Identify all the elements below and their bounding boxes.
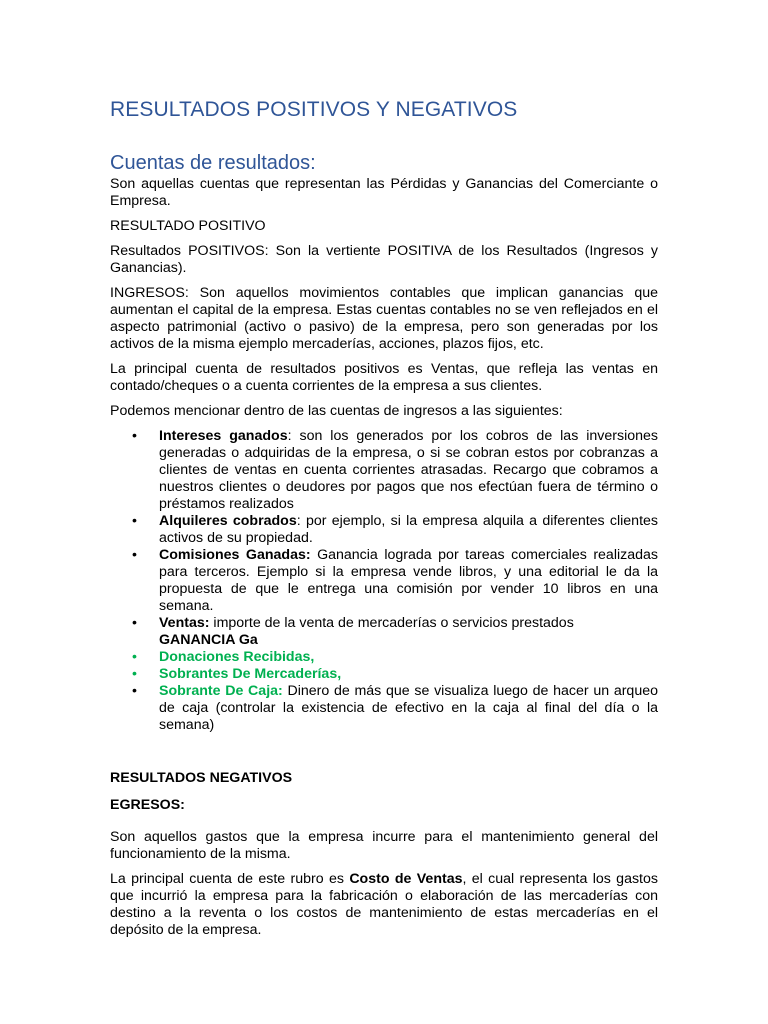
item-term: Donaciones Recibidas, xyxy=(159,649,315,665)
item-text: : por ejemplo, si la empresa alquila a diferentes clientes activos de su propiedad. xyxy=(159,513,658,546)
item-term: Sobrante De Caja: xyxy=(159,683,283,699)
heading-resultados-negativos: RESULTADOS NEGATIVOS xyxy=(110,770,293,786)
bullet-icon: • xyxy=(132,666,137,682)
list-item xyxy=(110,649,658,666)
paragraph-resultado-positivo: RESULTADO POSITIVO xyxy=(110,218,266,234)
bullet-icon: • xyxy=(132,513,137,529)
list-item xyxy=(110,513,658,547)
list-item xyxy=(110,615,658,649)
document-title: RESULTADOS POSITIVOS Y NEGATIVOS xyxy=(110,98,518,121)
ingresos-list xyxy=(110,428,658,734)
item-term: Intereses ganados xyxy=(159,428,288,444)
bullet-icon: • xyxy=(132,683,137,699)
item-extra-line: GANANCIA Ga xyxy=(159,632,258,648)
item-term: Comisiones Ganadas: xyxy=(159,547,311,563)
paragraph-mencionar: Podemos mencionar dentro de las cuentas de ingresos a las siguientes: xyxy=(110,403,563,419)
list-item xyxy=(110,683,658,734)
item-term: Sobrantes De Mercaderías, xyxy=(159,666,342,682)
list-item xyxy=(110,428,658,513)
bullet-icon: • xyxy=(132,547,137,563)
paragraph-resultados-positivos: Resultados POSITIVOS: Son la vertiente POSITIVA de los Resultados (Ingresos y Ganancias). xyxy=(110,243,658,276)
paragraph-costo-de-ventas xyxy=(110,871,658,939)
bullet-icon: • xyxy=(132,615,137,631)
paragraph-definition: Son aquellas cuentas que representan las Pérdidas y Ganancias del Comerciante o Empresa. xyxy=(110,176,658,209)
item-term: Alquileres cobrados xyxy=(159,513,297,529)
list-item xyxy=(110,666,658,683)
paragraph-ventas: La principal cuenta de resultados positivos es Ventas, que refleja las ventas en contado/cheques o a cuenta corrientes de la empresa a sus clientes. xyxy=(110,361,658,394)
item-text: Dinero de más que se visualiza luego de hacer un arqueo de caja (controlar la existencia de efectivo en la caja al final del día o la semana) xyxy=(159,683,658,733)
item-text: Ganancia lograda por tareas comerciales realizadas para terceros. Ejemplo si la empresa vende libros, y una editorial le da la propuesta de que le entrega una comisión por vender 10 libros en una semana. xyxy=(159,547,658,614)
text-segment: , el cual representa los gastos que incurrió la empresa para la fabricación o elaboración de las mercaderías con destino a la reventa o los costos de mantenimiento de estas mercaderías en el depósito de la empresa. xyxy=(110,871,658,938)
list-item xyxy=(110,547,658,615)
paragraph-egresos: Son aquellos gastos que la empresa incurre para el mantenimiento general del funcionamiento de la misma. xyxy=(110,829,658,862)
bullet-icon: • xyxy=(132,649,137,665)
item-term: Ventas: xyxy=(159,615,210,631)
section-subtitle: Cuentas de resultados: xyxy=(110,152,316,174)
text-segment: La principal cuenta de este rubro es xyxy=(110,871,350,887)
bullet-icon: • xyxy=(132,428,137,444)
item-text: importe de la venta de mercaderías o servicios prestados xyxy=(209,615,574,631)
heading-egresos: EGRESOS: xyxy=(110,797,185,813)
paragraph-ingresos: INGRESOS: Son aquellos movimientos contables que implican ganancias que aumentan el capital de la empresa. Estas cuentas contables no se ven reflejados en el aspecto patrimonial (activo o pasivo) de la empresa, pero son generadas por los activos de la misma ejemplo mercaderías, acciones, plazos fijos, etc. xyxy=(110,285,658,352)
text-bold-segment: Costo de Ventas xyxy=(349,871,463,887)
item-text: : son los generados por los cobros de las inversiones generadas o adquiridas de la empresa, o si se cobran estos por cobranzas a clientes de ventas en cuenta corrientes atrasadas. Recargo que cobramos a nuestros clientes o deudores por pagos que nos efectúan fuera de término o préstamos realizados xyxy=(159,428,658,512)
